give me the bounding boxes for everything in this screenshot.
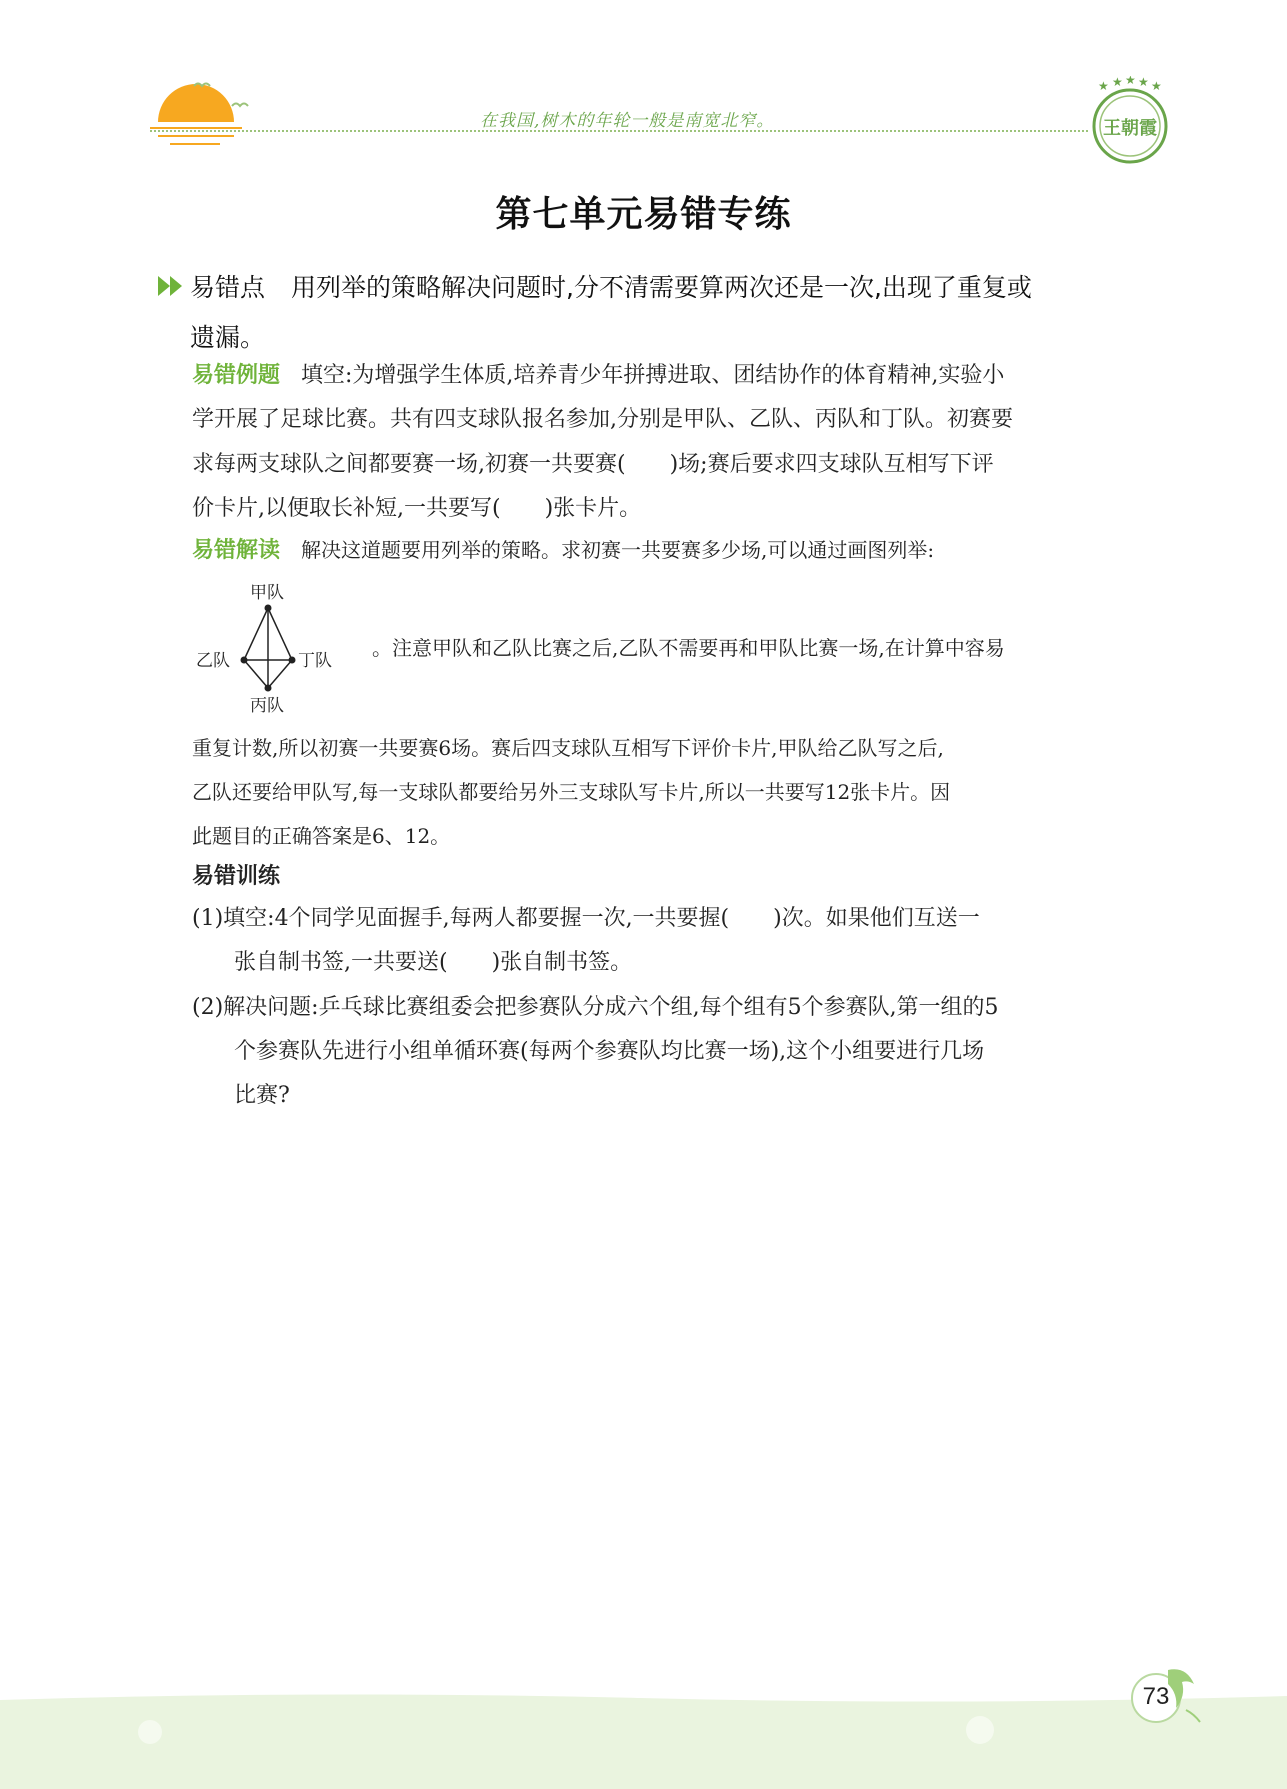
page-number: 73 [1142,1683,1170,1710]
svg-text:★: ★ [1098,79,1109,93]
example-line-4 [192,498,641,520]
question-1-line-2 [234,952,632,974]
question-1-text-2a: 张自制书签,一共要送( [234,950,448,975]
question-2-line-3: 比赛? [234,1083,290,1108]
header-motto: 在我国,树木的年轮一般是南宽北窄。 [480,111,775,131]
error-point-line-2: 遗漏。 [190,323,266,352]
analysis-label: 易错解读 [192,538,281,563]
analysis-text-1: 解决这道题要用列举的策略。求初赛一共要赛多少场,可以通过画图列举: [301,538,935,562]
sunset-icon [150,70,260,150]
question-2-line-2: 个参赛队先进行小组单循环赛(每两个参赛队均比赛一场),这个小组要进行几场 [234,1039,985,1064]
example-text-4a: 价卡片,以便取长补短,一共要写( [192,496,501,521]
error-point-text: 用列举的策略解决问题时,分不清需要算两次还是一次,出现了重复或 [291,273,1032,302]
svg-text:★: ★ [1112,76,1123,89]
example-line-2: 学开展了足球比赛。共有四支球队报名参加,分别是甲队、乙队、丙队和丁队。初赛要 [192,407,1013,432]
analysis-line-2: 。注意甲队和乙队比赛之后,乙队不需要再和甲队比赛一场,在计算中容易 [372,636,1005,660]
analysis-line-4: 乙队还要给甲队写,每一支球队都要给另外三支球队写卡片,所以一共要写12张卡片。因 [192,780,951,804]
example-text-3b: )场;赛后要求四支球队互相写下评 [669,452,994,477]
example-text-3a: 求每两支球队之间都要赛一场,初赛一共要赛( [192,452,626,477]
svg-text:★: ★ [1138,76,1149,89]
team-match-diagram [192,580,372,720]
page-title: 第七单元易错专练 [495,194,792,235]
brand-badge-logo [1086,76,1174,168]
error-point-line-1 [190,268,1032,304]
diagram-label-yi: 乙队 [196,651,230,671]
footer-decoration [0,1690,1287,1789]
error-point-label: 易错点 [190,273,266,302]
question-1-text-2b: )张自制书签。 [491,950,633,975]
svg-text:王朝霞: 王朝霞 [1103,118,1157,139]
analysis-line-1 [192,540,934,562]
diagram-label-jia: 甲队 [250,583,284,603]
question-1-line-1 [192,908,980,930]
analysis-line-5: 此题目的正确答案是6、12。 [192,824,451,848]
diagram-label-ding: 丁队 [298,651,332,671]
svg-text:★: ★ [1125,76,1136,87]
question-1-text-1a: (1)填空:4个同学见面握手,每两人都要握一次,一共要握( [192,906,730,931]
example-text-4b: )张卡片。 [544,496,642,521]
question-2-line-1: (2)解决问题:乒乓球比赛组委会把参赛队分成六个组,每个组有5个参赛队,第一组的5 [192,995,999,1020]
svg-text:★: ★ [1151,79,1162,93]
diagram-label-bing: 丙队 [250,696,284,716]
analysis-line-3: 重复计数,所以初赛一共要赛6场。赛后四支球队互相写下评价卡片,甲队给乙队写之后, [192,736,944,760]
training-label: 易错训练 [192,864,281,889]
double-arrow-icon [156,274,186,298]
question-1-text-1b: )次。如果他们互送一 [773,906,980,931]
example-line-1 [192,365,1004,387]
example-text-1: 填空:为增强学生体质,培养青少年拼搏进取、团结协作的体育精神,实验小 [301,363,1005,388]
example-line-3 [192,454,994,476]
example-label: 易错例题 [192,363,281,388]
